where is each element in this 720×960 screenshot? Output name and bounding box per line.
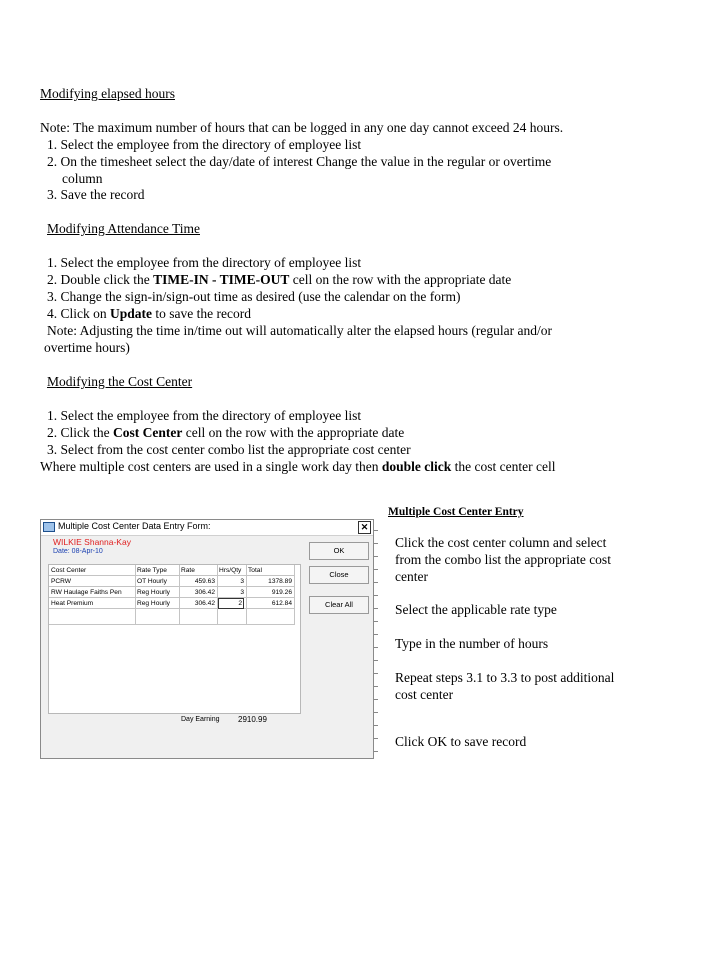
grid-col-divider xyxy=(217,565,218,625)
side-panel-p4-line-2: cost center xyxy=(395,687,454,702)
cell-cost-center[interactable]: RW Haulage Faiths Pen xyxy=(51,589,122,596)
elapsed-step-1: 1. Select the employee from the directory of employee list xyxy=(47,137,362,152)
elapsed-step-2-cont: column xyxy=(62,171,103,186)
cell-rate-type[interactable]: OT Hourly xyxy=(137,578,167,585)
grid-row-divider xyxy=(49,608,294,609)
cost-step-2-bold: Cost Center xyxy=(113,425,183,440)
grid-row-divider xyxy=(49,624,294,625)
cell-total: 612.84 xyxy=(271,600,292,607)
edge-tick xyxy=(374,569,378,570)
elapsed-step-3: 3. Save the record xyxy=(47,187,145,202)
cost-center-dialog-screenshot xyxy=(40,519,374,759)
cost-step-1: 1. Select the employee from the directory of employee list xyxy=(47,408,362,423)
column-header-rate[interactable]: Rate xyxy=(181,567,195,574)
attendance-step-2-pre: 2. Double click the xyxy=(47,272,154,287)
attendance-step-4-post: to save the record xyxy=(152,306,251,321)
attendance-step-3: 3. Change the sign-in/sign-out time as desired (use the calendar on the form) xyxy=(47,289,461,304)
cell-rate[interactable]: 306.42 xyxy=(194,600,215,607)
edge-tick xyxy=(374,647,378,648)
day-earning-label: Day Earning xyxy=(181,716,220,723)
ok-button[interactable]: OK xyxy=(309,542,369,560)
dialog-title: Multiple Cost Center Data Entry Form: xyxy=(58,521,211,531)
where-bold: double click xyxy=(381,459,452,474)
column-header-rate-type[interactable]: Rate Type xyxy=(137,567,167,574)
cost-center-grid[interactable] xyxy=(48,564,301,714)
edge-tick xyxy=(374,608,378,609)
section-heading-attendance-time: Modifying Attendance Time xyxy=(47,221,200,236)
edge-tick xyxy=(374,673,378,674)
close-button[interactable]: Close xyxy=(309,566,369,584)
side-panel-p1-line-1: Click the cost center column and select xyxy=(395,535,607,550)
edge-tick xyxy=(374,556,378,557)
edge-tick xyxy=(374,582,378,583)
grid-row-divider xyxy=(49,597,294,598)
cell-hrs-qty[interactable]: 3 xyxy=(240,589,244,596)
attendance-step-1: 1. Select the employee from the directory of employee list xyxy=(47,255,362,270)
side-panel-p4-line-1: Repeat steps 3.1 to 3.3 to post additional xyxy=(395,670,615,685)
column-header-total[interactable]: Total xyxy=(248,567,262,574)
attendance-step-4-pre: 4. Click on xyxy=(47,306,110,321)
cost-step-2 xyxy=(47,425,404,441)
attendance-note-line-1: Note: Adjusting the time in/time out will automatically alter the elapsed hours (regular and/or xyxy=(47,323,552,338)
edge-tick xyxy=(374,686,378,687)
app-icon xyxy=(43,522,55,532)
attendance-step-2 xyxy=(47,272,511,288)
edge-tick xyxy=(374,621,378,622)
section-heading-elapsed-hours: Modifying elapsed hours xyxy=(40,86,175,101)
edge-tick xyxy=(374,699,378,700)
edge-tick xyxy=(374,660,378,661)
edge-tick xyxy=(374,738,378,739)
edge-tick xyxy=(374,712,378,713)
max-hours-note: Note: The maximum number of hours that can be logged in any one day cannot exceed 24 hours. xyxy=(40,120,564,135)
cell-hrs-qty[interactable]: 3 xyxy=(240,578,244,585)
grid-col-divider xyxy=(135,565,136,625)
where-pre: Where multiple cost centers are used in a single work day then xyxy=(40,459,382,474)
edge-tick xyxy=(374,530,378,531)
edge-tick xyxy=(374,634,378,635)
where-post: the cost center cell xyxy=(451,459,556,474)
employee-name: WILKIE Shanna-Kay xyxy=(53,537,131,547)
cost-step-2-post: cell on the row with the appropriate date xyxy=(182,425,405,440)
side-panel-p5: Click OK to save record xyxy=(395,734,527,749)
edge-tick xyxy=(374,543,378,544)
attendance-note-line-2: overtime hours) xyxy=(44,340,130,355)
cell-total: 1378.89 xyxy=(268,578,292,585)
grid-row-divider xyxy=(49,575,294,576)
cell-cost-center[interactable]: PCRW xyxy=(51,578,72,585)
entry-date: Date: 08-Apr-10 xyxy=(53,548,103,555)
close-icon[interactable]: ✕ xyxy=(358,521,371,534)
cell-total: 919.26 xyxy=(271,589,292,596)
edge-tick xyxy=(374,595,378,596)
cell-hrs-qty-editing[interactable]: 2 xyxy=(218,598,244,609)
section-heading-cost-center: Modifying the Cost Center xyxy=(47,374,193,389)
cost-step-3: 3. Select from the cost center combo list the appropriate cost center xyxy=(47,442,411,457)
side-panel-p2: Select the applicable rate type xyxy=(395,602,557,617)
column-header-cost-center[interactable]: Cost Center xyxy=(51,567,87,574)
side-panel-p1-line-2: from the combo list the appropriate cost xyxy=(395,552,611,567)
cell-rate-type[interactable]: Reg Hourly xyxy=(137,589,170,596)
attendance-step-2-bold: TIME-IN - TIME-OUT xyxy=(153,272,290,287)
grid-col-divider xyxy=(246,565,247,625)
clear-all-button[interactable]: Clear All xyxy=(309,596,369,614)
side-panel-p3: Type in the number of hours xyxy=(395,636,549,651)
attendance-step-2-post: cell on the row with the appropriate date xyxy=(289,272,512,287)
column-header-hrs-qty[interactable]: Hrs/Qty xyxy=(219,567,242,574)
day-earning-value: 2910.99 xyxy=(238,715,267,724)
edge-tick xyxy=(374,725,378,726)
attendance-step-4 xyxy=(47,306,251,322)
attendance-step-4-bold: Update xyxy=(110,306,153,321)
cell-rate-type[interactable]: Reg Hourly xyxy=(137,600,170,607)
edge-tick xyxy=(374,751,378,752)
dialog-titlebar xyxy=(41,520,373,536)
cell-rate[interactable]: 306.42 xyxy=(194,589,215,596)
cell-cost-center[interactable]: Heat Premium xyxy=(51,600,94,607)
multiple-cost-center-note xyxy=(40,459,555,475)
elapsed-step-2: 2. On the timesheet select the day/date of interest Change the value in the regular or overtime xyxy=(47,154,552,169)
cell-rate[interactable]: 459.63 xyxy=(194,578,215,585)
cost-step-2-pre: 2. Click the xyxy=(47,425,113,440)
grid-col-divider xyxy=(294,565,295,625)
grid-row-divider xyxy=(49,586,294,587)
side-panel-p1-line-3: center xyxy=(395,569,428,584)
side-panel-heading: Multiple Cost Center Entry xyxy=(388,506,524,518)
grid-col-divider xyxy=(179,565,180,625)
